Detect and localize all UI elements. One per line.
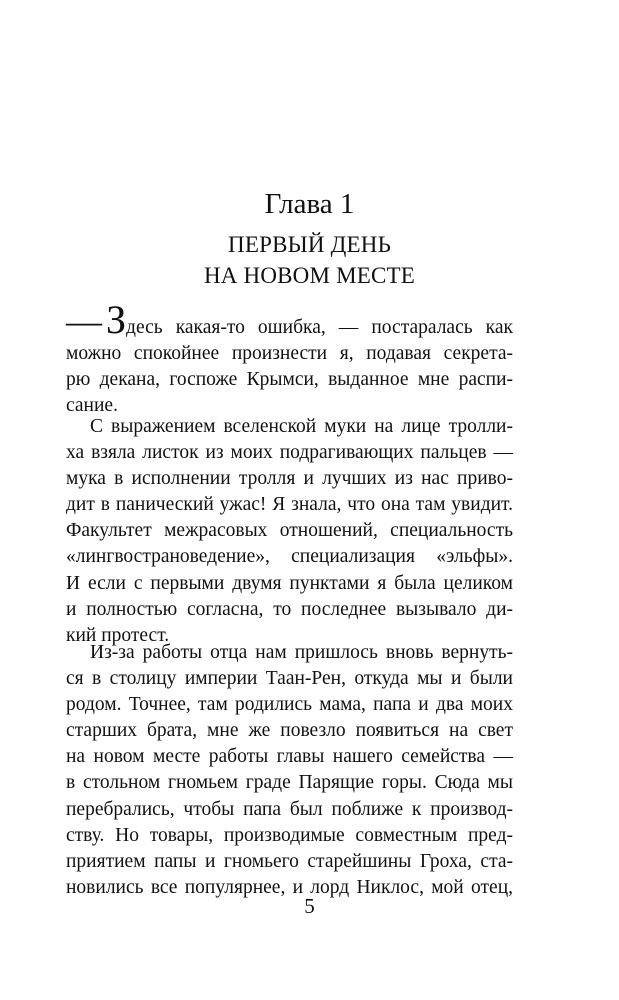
text-line: Факультет межрасовых отношений, специальность bbox=[66, 520, 513, 542]
paragraph-1-first-line-text: десь какая-то ошибка, — постаралась как bbox=[126, 317, 513, 338]
drop-cap-letter: З bbox=[106, 297, 127, 342]
paragraph-1 bbox=[66, 341, 513, 419]
text-line: ха взяла листок из моих подрагивающих пальцев — bbox=[66, 442, 513, 464]
text-line: новились все популярнее, и лорд Никлос, мой отец, bbox=[66, 876, 513, 898]
text-line: Из-за работы отца нам пришлось вновь вернуть- bbox=[90, 642, 513, 663]
text-line: перебрались, чтобы папа был поближе к производ- bbox=[66, 798, 513, 820]
text-line: старших брата, мне же повезло появиться на свет bbox=[66, 720, 513, 742]
text-line: мука в исполнении тролля и лучших из нас приво- bbox=[66, 468, 513, 490]
text-line: родом. Точнее, там родились мама, папа и два моих bbox=[66, 694, 513, 716]
text-line: на новом месте работы главы нашего семейства — bbox=[66, 746, 513, 768]
chapter-subtitle bbox=[0, 229, 619, 291]
paragraph-2 bbox=[66, 414, 513, 649]
text-line: можно спокойнее произнести я, подавая секрета- bbox=[66, 343, 513, 364]
opening-dash: — bbox=[66, 301, 102, 341]
text-line: кий протест. bbox=[66, 624, 170, 646]
chapter-title: Глава 1 bbox=[264, 188, 355, 220]
text-line: дит в панический ужас! Я знала, что она там увидит. bbox=[66, 494, 513, 516]
text-line: рю декана, госпоже Крымси, выданное мне распи- bbox=[66, 369, 513, 391]
paragraph-1-first-line bbox=[66, 297, 513, 342]
text-line: ся в столицу империи Таан-Рен, откуда мы и были bbox=[66, 668, 513, 690]
text-line: сание. bbox=[66, 395, 118, 417]
text-line: в стольном гномьем граде Парящие горы. Сюда мы bbox=[66, 772, 513, 794]
text-line: ству. Но товары, производимые совместным пред- bbox=[66, 824, 513, 846]
text-line: И если с первыми двумя пунктами я была целиком bbox=[66, 572, 513, 594]
text-line: приятием папы и гномьего старейшины Гроха, ста- bbox=[66, 850, 513, 872]
chapter-subtitle-line-1: ПЕРВЫЙ ДЕНЬ bbox=[228, 232, 391, 257]
text-line: С выражением вселенской муки на лице тролли- bbox=[90, 416, 513, 437]
text-line: «лингвострановедение», специализация «эльфы». bbox=[66, 546, 513, 568]
chapter-subtitle-line-2: НА НОВОМ МЕСТЕ bbox=[203, 263, 416, 288]
text-line: и полностью согласна, то последнее вызывало ди- bbox=[66, 598, 513, 620]
paragraph-3 bbox=[66, 640, 513, 901]
page-number: 5 bbox=[304, 894, 315, 918]
